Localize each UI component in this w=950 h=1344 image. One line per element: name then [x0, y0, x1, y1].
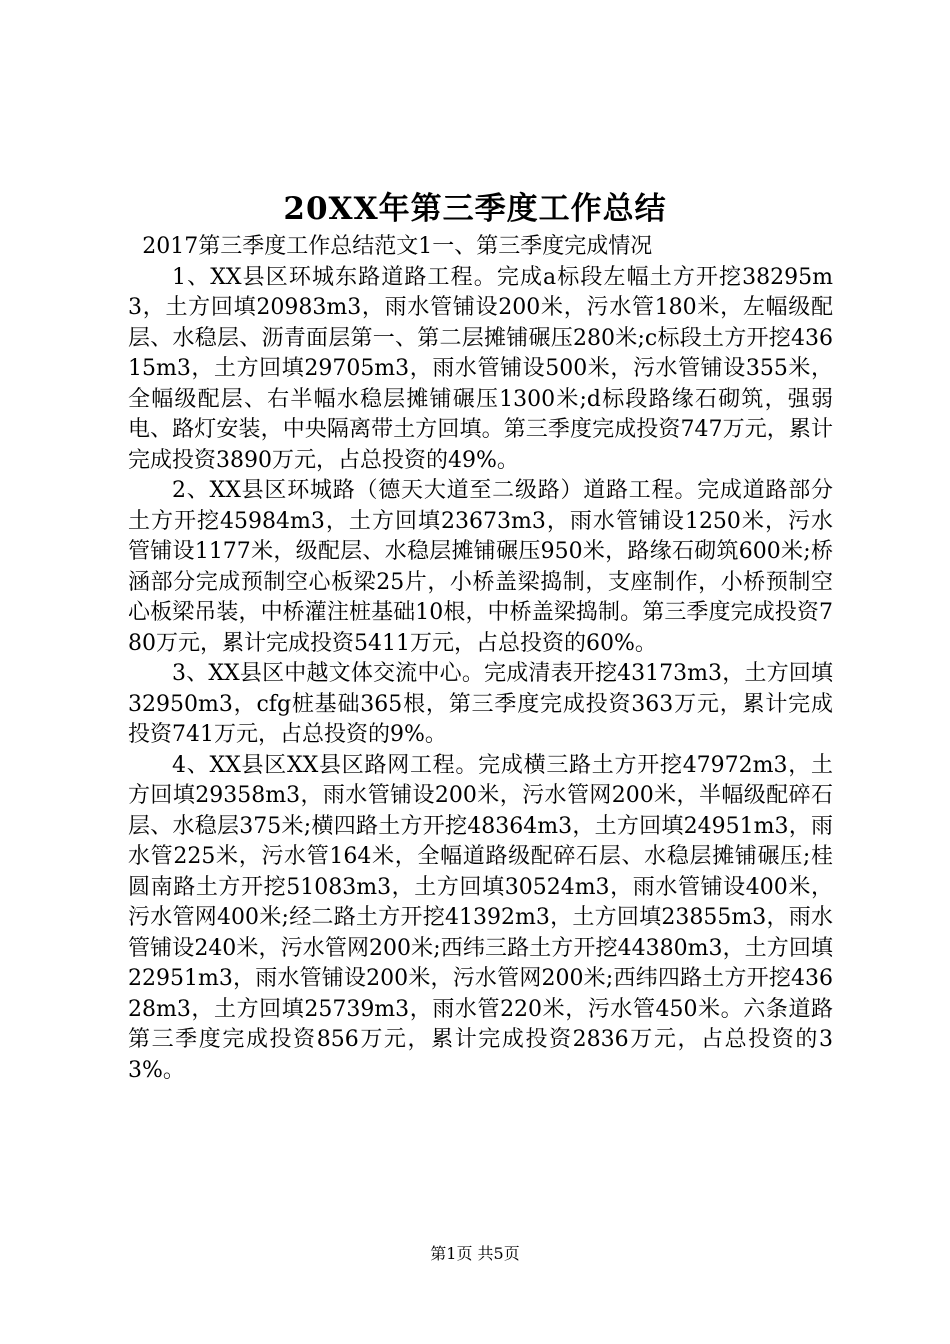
intro-paragraph: 2017第三季度工作总结范文1一、第三季度完成情况	[142, 234, 653, 259]
page-number-footer: 第1页 共5页	[430, 1244, 520, 1263]
paragraph-item-4: 4、XX县区XX县区路网工程。完成横三路土方开挖47972m3，土方回填29358m3，雨水管铺设200米，污水管网200米，半幅级配碎石层、水稳层375米;横四路土方开挖48364m3，土方回填24951m3，雨水管225米，污水管164米，全幅道路级配碎石层、水稳层摊铺碾压;桂圆南路土方开挖51083m3，土方回填30524m3，雨水管铺设400米，污水管网400米;经二路土方开挖41392m3，土方回填23855m3，雨水管铺设240米，污水管网200米;西纬三路土方开挖44380m3，土方回填22951m3，雨水管铺设200米，污水管网200米;西纬四路土方开挖43628m3，土方回填25739m3，雨水管220米，污水管450米。六条道路第三季度完成投资856万元，累计完成投资2836万元，占总投资的33%。	[128, 752, 833, 1083]
paragraph-item-1: 1、XX县区环城东路道路工程。完成a标段左幅土方开挖38295m3，土方回填20983m3，雨水管铺设200米，污水管180米，左幅级配层、水稳层、沥青面层第一、第二层摊铺碾压280米;c标段土方开挖43615m3，土方回填29705m3，雨水管铺设500米，污水管铺设355米，全幅级配层、右半幅水稳层摊铺碾压1300米;d标段路缘石砌筑，强弱电、路灯安装，中央隔离带土方回填。第三季度完成投资747万元，累计完成投资3890万元，占总投资的49%。	[128, 264, 833, 473]
document-title: 20XX年第三季度工作总结	[283, 191, 667, 227]
paragraph-item-2: 2、XX县区环城路（德天大道至二级路）道路工程。完成道路部分土方开挖45984m3，土方回填23673m3，雨水管铺设1250米，污水管铺设1177米，级配层、水稳层摊铺碾压950米，路缘石砌筑600米;桥涵部分完成预制空心板梁25片，小桥盖梁捣制，支座制作，小桥预制空心板梁吊装，中桥灌注桩基础10根，中桥盖梁捣制。第三季度完成投资780万元，累计完成投资5411万元，占总投资的60%。	[128, 478, 833, 656]
document-body	[128, 232, 833, 1086]
paragraph-item-3: 3、XX县区中越文体交流中心。完成清表开挖43173m3，土方回填32950m3，cfg桩基础365根，第三季度完成投资363万元，累计完成投资741万元，占总投资的9%。	[128, 661, 833, 747]
